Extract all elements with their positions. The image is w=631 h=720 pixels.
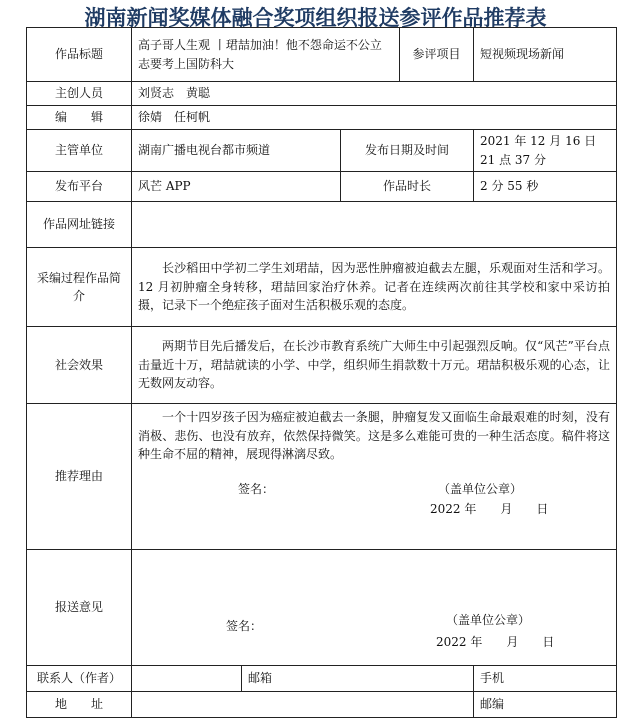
row-process <box>27 248 617 327</box>
address-value <box>132 692 474 718</box>
category-value: 短视频现场新闻 <box>474 28 617 82</box>
row-reason <box>27 404 617 550</box>
platform-label: 发布平台 <box>27 172 132 202</box>
pub-date-value: 2021 年 12 月 16 日 21 点 37 分 <box>474 130 617 172</box>
work-title-value: 高子哥人生观 丨珺喆加油！他不怨命运不公立志要考上国防科大 <box>132 28 400 82</box>
url-value <box>132 202 617 248</box>
process-label: 采编过程作品简介 <box>27 248 132 327</box>
category-label: 参评项目 <box>400 28 474 82</box>
creators-value: 刘贤志 黄聪 <box>132 82 617 106</box>
duration-label: 作品时长 <box>341 172 474 202</box>
effect-label: 社会效果 <box>27 327 132 404</box>
reason-label: 推荐理由 <box>27 404 132 550</box>
creators-label: 主创人员 <box>27 82 132 106</box>
platform-value: 风芒 APP <box>132 172 341 202</box>
row-platform <box>27 172 617 202</box>
process-text: 长沙稻田中学初二学生刘珺喆，因为恶性肿瘤被迫截去左腿，乐观面对生活和学习。12 月初肿瘤全身转移，珺喆回家治疗休养。记者在连续两次前往其学校和家中采访拍摄，记录下一个绝症孩子面对生活积极乐观的态度。 <box>138 261 611 313</box>
row-org <box>27 130 617 172</box>
opinion-stamp-label: （盖单位公章） <box>446 613 531 628</box>
address-label: 地 址 <box>27 692 132 718</box>
row-address <box>27 692 617 718</box>
process-text-cell <box>132 248 617 327</box>
contact-value <box>132 666 242 692</box>
reason-stamp-label: （盖单位公章） <box>438 481 523 496</box>
opinion-cell <box>132 550 617 666</box>
editors-value: 徐婧 任柯帆 <box>132 106 617 130</box>
row-creators <box>27 82 617 106</box>
page-title: 湖南新闻奖媒体融合奖项组织报送参评作品推荐表 <box>84 6 547 30</box>
editors-label: 编 辑 <box>27 106 132 130</box>
opinion-label: 报送意见 <box>27 550 132 666</box>
pub-date-label: 发布日期及时间 <box>341 130 474 172</box>
work-title-label: 作品标题 <box>27 28 132 82</box>
org-label: 主管单位 <box>27 130 132 172</box>
row-work-title <box>27 28 617 82</box>
duration-value: 2 分 55 秒 <box>474 172 617 202</box>
url-label: 作品网址链接 <box>27 202 132 248</box>
effect-text-cell <box>132 327 617 404</box>
opinion-sign-label: 签名： <box>226 619 263 634</box>
recommendation-form <box>26 27 617 718</box>
postcode-label: 邮编 <box>474 692 617 718</box>
opinion-date-label: 2022 年 月 日 <box>436 635 555 650</box>
reason-sign-label: 签名： <box>238 481 275 496</box>
row-url <box>27 202 617 248</box>
reason-date-label: 2022 年 月 日 <box>430 501 549 516</box>
row-contact <box>27 666 617 692</box>
row-editors <box>27 106 617 130</box>
contact-label: 联系人（作者） <box>27 666 132 692</box>
reason-text: 一个十四岁孩子因为癌症被迫截去一条腿，肿瘤复发又面临生命最艰难的时刻，没有消极、悲伤、也没有放弃，依然保持微笑。这是多么难能可贵的一种生活态度。稿件将这种生命不屈的精神，展现得淋漓尽致。 <box>138 410 611 462</box>
phone-label: 手机 <box>474 666 617 692</box>
mail-label: 邮箱 <box>242 666 474 692</box>
org-value: 湖南广播电视台都市频道 <box>132 130 341 172</box>
effect-text: 两期节目先后播发后，在长沙市教育系统广大师生中引起强烈反响。仅“风芒”平台点击量近十万，珺喆就读的小学、中学，组织师生捐款数十万元。珺喆积极乐观的心态，让无数网友动容。 <box>138 339 611 391</box>
row-opinion <box>27 550 617 666</box>
reason-cell <box>132 404 617 550</box>
row-effect <box>27 327 617 404</box>
